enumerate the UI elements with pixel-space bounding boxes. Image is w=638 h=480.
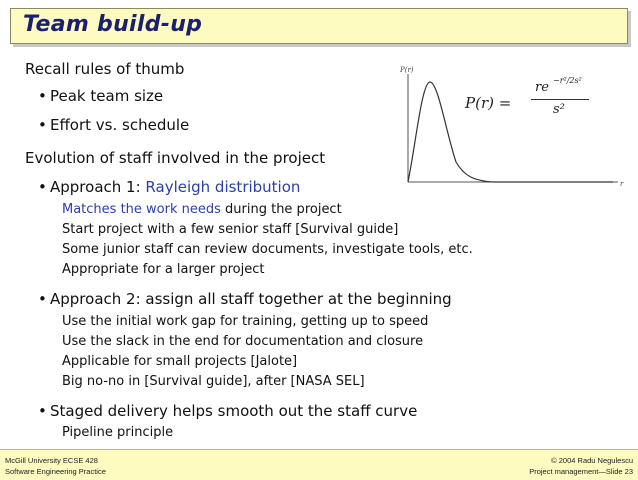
fraction-bar	[531, 99, 589, 100]
sub-start-senior: Start project with a few senior staff [Survival guide]	[62, 222, 399, 237]
sub-matches-work-needs: Matches the work needs during the project	[62, 202, 342, 217]
sub-larger-project: Appropriate for a larger project	[62, 262, 265, 277]
sub-big-no-no: Big no-no in [Survival guide], after [NASA SEL]	[62, 374, 365, 389]
bullet-staged-delivery: • Staged delivery helps smooth out the staff curve	[38, 402, 418, 420]
footer-subject: Software Engineering Practice	[5, 467, 106, 476]
bullet-dot: •	[38, 87, 47, 105]
footer-slide-number: Project management—Slide 23	[529, 467, 633, 476]
bullet-dot: •	[38, 402, 47, 420]
formula-denominator: s²	[553, 102, 565, 117]
footer-copyright: © 2004 Radu Negulescu	[551, 456, 633, 465]
bullet-peak-team-size: • Peak team size	[38, 87, 164, 105]
sub-small-projects: Applicable for small projects [Jalote]	[62, 354, 298, 369]
bullet-dot: •	[38, 290, 47, 308]
sub-pipeline: Pipeline principle	[62, 425, 174, 440]
title-bar	[10, 8, 628, 44]
section-heading-rules: Recall rules of thumb	[25, 60, 185, 78]
bullet-effort-schedule: • Effort vs. schedule	[38, 116, 190, 134]
bullet-approach-2: • Approach 2: assign all staff together at the beginning	[38, 290, 452, 308]
bullet-approach-1: • Approach 1: Rayleigh distribution	[38, 178, 301, 196]
footer-left	[5, 455, 106, 477]
section-heading-evolution: Evolution of staff involved in the project	[25, 149, 326, 167]
slide-title: Team build-up	[23, 12, 203, 37]
footer-right	[529, 455, 633, 477]
rayleigh-formula	[465, 76, 590, 124]
formula-lhs: P(r) =	[465, 94, 512, 112]
formula-exponent: −r²/2s²	[553, 76, 582, 85]
footer	[0, 449, 638, 480]
formula-numerator: re	[535, 80, 549, 95]
y-axis-label: P(r)	[400, 66, 414, 74]
bullet-dot: •	[38, 178, 47, 196]
rayleigh-highlight: Rayleigh distribution	[145, 178, 301, 196]
footer-course: McGill University ECSE 428	[5, 456, 98, 465]
x-axis-label: r	[620, 180, 624, 188]
sub-initial-gap: Use the initial work gap for training, getting up to speed	[62, 314, 429, 329]
sub-junior-staff: Some junior staff can review documents, investigate tools, etc.	[62, 242, 473, 257]
bullet-dot: •	[38, 116, 47, 134]
sub-slack-end: Use the slack in the end for documentation and closure	[62, 334, 424, 349]
